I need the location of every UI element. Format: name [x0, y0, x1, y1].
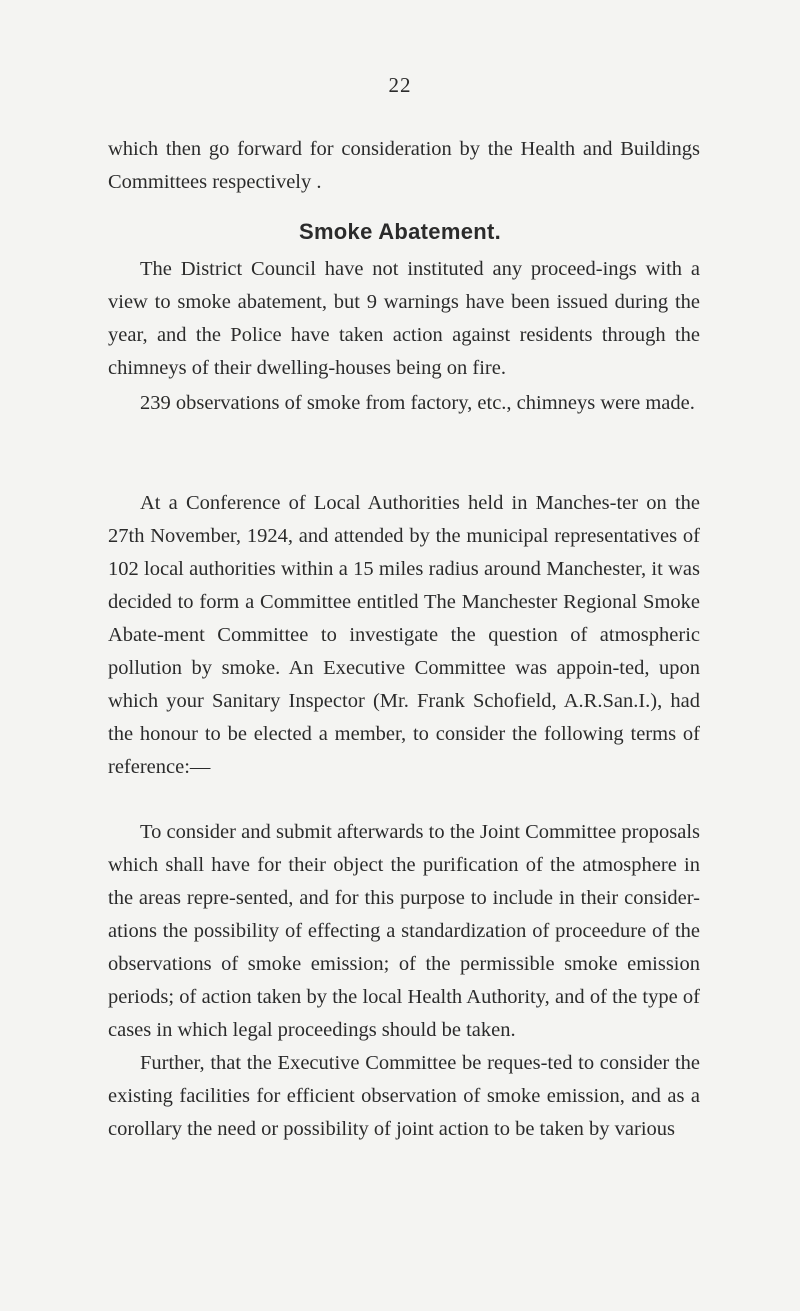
- paragraph-district-council: [108, 253, 700, 385]
- paragraph-text: 239 observations of smoke from factory, etc., chimneys were made.: [140, 392, 695, 414]
- paragraph-observations: [108, 387, 700, 420]
- paragraph-text: To consider and submit afterwards to the Joint Committee proposals which shall have for their object the purification of the atmosphere in the areas repre-sented, and for this purpose to include in their consider-ations the possibility of effecting a standardization of proceedure of the observations of smoke emission; of the permissible smoke emission periods; of action taken by the local Health Authority, and of the type of cases in which legal proceedings should be taken.: [108, 821, 700, 1041]
- paragraph-text: Further, that the Executive Committee be reques-ted to consider the existing facilities for efficient observation of smoke emission, and as a corollary the need or possibility of joint action to be taken by various: [108, 1052, 700, 1140]
- paragraph-text: At a Conference of Local Authorities held in Manches-ter on the 27th November, 1924, and attended by the municipal representatives of 102 local authorities within a 15 miles radius around Manchester, it was decided to form a Committee entitled The Manchester Regional Smoke Abate-ment Committee to investigate the question of atmospheric pollution by smoke. An Executive Committee was appoin-ted, upon which your Sanitary Inspector (Mr. Frank Schofield, A.R.San.I.), had the honour to be elected a member, to consider the following terms of reference:—: [108, 492, 700, 778]
- section-heading: Smoke Abatement.: [298, 219, 502, 244]
- paragraph-text: The District Council have not instituted any proceed-ings with a view to smoke abatement, but 9 warnings have been issued during the year, and the Police have taken action against residents through the chimneys of their dwelling-houses being on fire.: [108, 258, 700, 379]
- intro-text: which then go forward for consideration by the Health and Buildings Committees respectively .: [108, 138, 700, 193]
- intro-paragraph: [108, 133, 700, 199]
- paragraph-conference: [108, 487, 700, 784]
- paragraph-terms-of-reference: [108, 816, 700, 1047]
- page-number: 22: [388, 73, 412, 97]
- paragraph-executive-request: [108, 1047, 700, 1146]
